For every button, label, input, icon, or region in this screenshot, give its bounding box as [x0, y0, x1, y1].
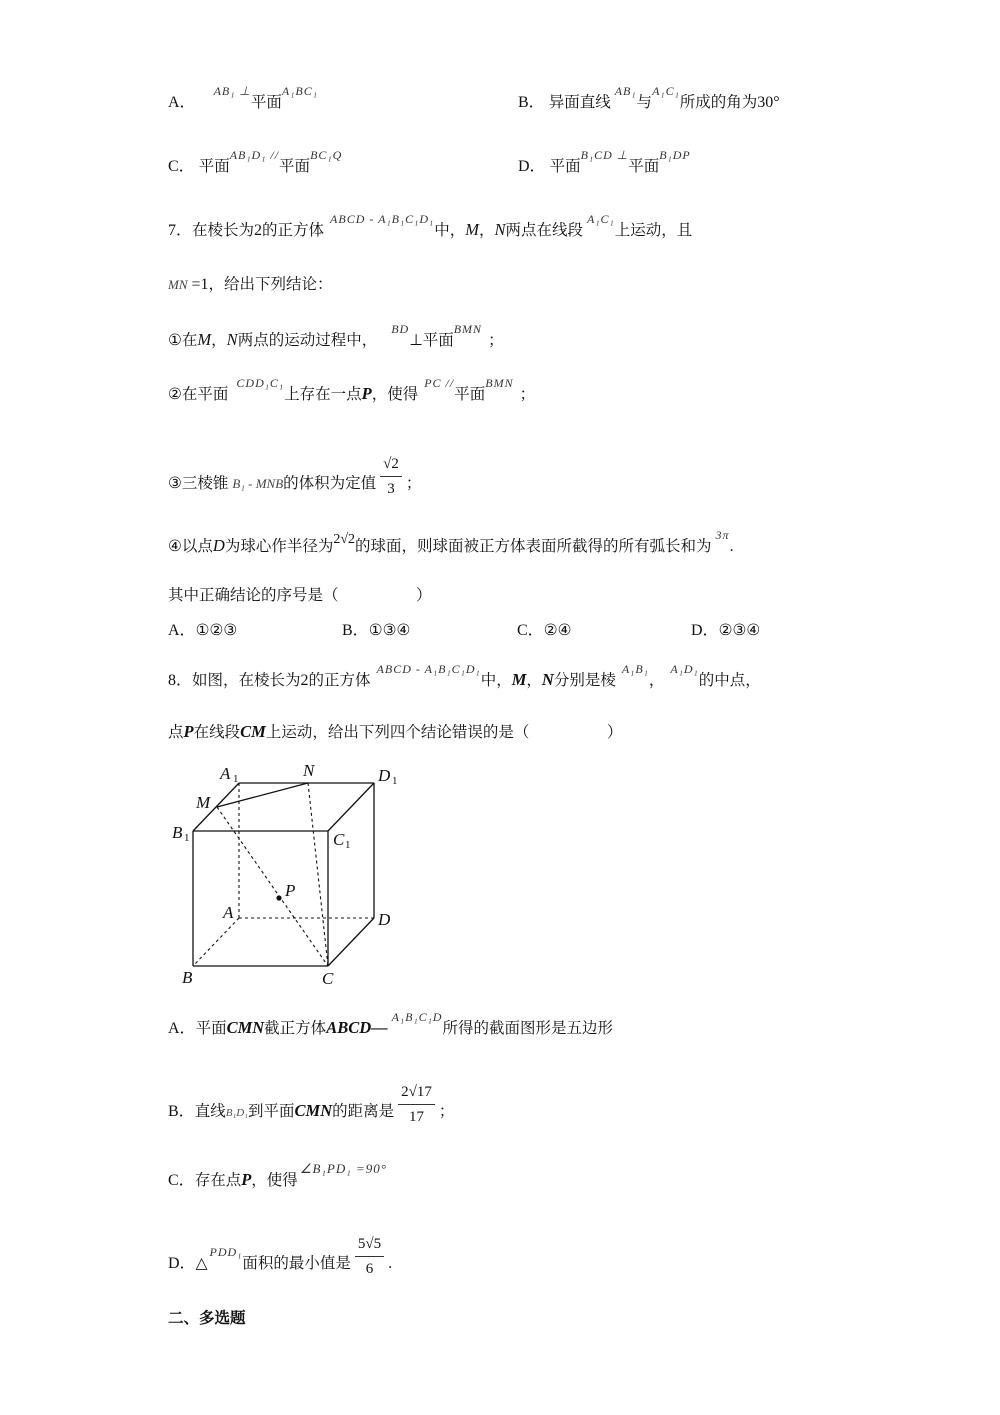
subscript: 1	[184, 832, 190, 844]
statement-text: 的体积为定值	[283, 474, 377, 493]
math-var: P	[361, 384, 372, 403]
statement-text: ③三棱锥	[168, 474, 229, 493]
math-var: N	[541, 670, 554, 689]
label-a: A	[223, 903, 234, 922]
math-expr: A₁B₁	[621, 662, 649, 676]
math-expr: MN	[168, 277, 188, 292]
math-var: N	[226, 330, 238, 349]
label-c1: C	[333, 830, 345, 849]
prompt-text: 其中正确结论的序号是（ ）	[168, 586, 432, 604]
math-expr: ABCD - A₁B₁C₁D₁	[376, 662, 481, 676]
fraction	[398, 1082, 435, 1127]
fraction	[355, 1234, 384, 1279]
label-n: N	[303, 761, 315, 780]
math-expr: CDD₁C₁	[236, 376, 285, 390]
stem-text: ，	[478, 221, 495, 239]
label-d: D	[378, 910, 391, 929]
stem-text: ，	[648, 671, 665, 689]
triangle-icon: △	[195, 1254, 208, 1273]
math-expr: B₁CD ⊥	[580, 148, 629, 162]
question-number: 8．	[168, 672, 193, 689]
math-expr: PDD₁	[209, 1245, 243, 1260]
math-var: M	[465, 220, 479, 239]
option-text: 到平面	[248, 1102, 295, 1121]
label-p: P	[285, 881, 296, 900]
math-var: P	[183, 722, 194, 741]
math-var: N	[494, 220, 506, 239]
math-var: M	[511, 670, 527, 689]
option-label: A．	[168, 622, 196, 639]
stem-text: 如图，在棱长为	[192, 671, 301, 689]
option-text: 平面	[198, 157, 230, 175]
math-expr: BD	[391, 322, 410, 336]
option-label: B．	[342, 622, 369, 639]
edge-d1c1	[328, 783, 374, 831]
label-b: B	[182, 968, 193, 987]
subscript: 1	[392, 775, 398, 787]
option-label: C．	[168, 158, 195, 175]
option-text: 平面	[250, 93, 282, 111]
label-d1: D	[378, 766, 391, 785]
point-p	[276, 895, 281, 900]
math-var: CMN	[226, 1018, 265, 1037]
math-var: D	[212, 536, 225, 555]
option-value: ②③④	[718, 621, 761, 639]
denominator: 6	[365, 1261, 374, 1277]
option-text: 面积的最小值是	[242, 1254, 351, 1273]
statement-text: 为球心作半径为	[224, 537, 334, 555]
stem-text: 的正方体	[262, 221, 325, 239]
subscript: 1	[345, 839, 351, 851]
statement-text: ；	[519, 385, 536, 403]
math-expr: AB₁D₁ //	[229, 148, 280, 162]
figure-labels	[172, 761, 398, 988]
statement-text: ，	[211, 331, 227, 349]
math-expr: ABCD - A₁B₁C₁D₁	[330, 212, 435, 226]
math-var: M	[197, 330, 212, 349]
math-value: =1	[191, 276, 209, 293]
stem-text: 两点在线段	[505, 221, 583, 239]
option-label: A．	[168, 94, 196, 111]
statement-text: ；	[405, 474, 422, 493]
stem-text: 在线段	[193, 723, 241, 741]
math-var: P	[241, 1170, 252, 1189]
stem-text: 上运动，给出下列四个结论错误的是（ ）	[265, 723, 623, 741]
option-text: 与	[636, 93, 653, 111]
option-label: B．	[168, 1103, 195, 1121]
denominator: 3	[387, 481, 395, 497]
section-heading: 二、多选题	[168, 1309, 246, 1327]
stem-text: ，	[526, 671, 542, 689]
statement-text: 平面	[454, 385, 486, 403]
edge-length: 2	[254, 222, 263, 239]
q8-option-c	[168, 1161, 387, 1191]
math-expr: BMN	[453, 322, 483, 336]
stem-text: 中，	[434, 221, 466, 239]
option-text: 平面	[195, 1019, 227, 1037]
option-text: 平面	[549, 157, 581, 175]
stem-text: 的正方体	[308, 671, 371, 689]
option-text: 截正方体	[264, 1019, 327, 1037]
option-text: ；	[438, 1102, 455, 1121]
option-label: D．	[518, 158, 546, 175]
statement-text: ，使得	[371, 385, 419, 403]
math-expr: 2√2	[333, 532, 356, 547]
numerator: 2√17	[398, 1082, 435, 1105]
option-value: ①②③	[195, 621, 238, 639]
edge-cd	[328, 918, 374, 966]
stem-text: 在棱长为	[192, 221, 255, 239]
segment-mn	[217, 783, 308, 807]
denominator: 17	[409, 1109, 424, 1125]
math-expr: A₁B₁C₁D	[391, 1010, 443, 1024]
option-text: 平面	[279, 157, 311, 175]
label-m: M	[196, 793, 211, 812]
math-expr: B₁DP	[659, 148, 691, 162]
option-text: 异面直线	[548, 93, 611, 111]
statement-text: ①在	[168, 331, 198, 349]
numerator: 5√5	[355, 1234, 384, 1257]
math-var: ABCD—	[326, 1018, 388, 1037]
option-text: ，使得	[251, 1171, 298, 1189]
math-var: CM	[240, 722, 266, 741]
option-label: D．	[168, 1255, 196, 1273]
statement-text: 两点的运动过程中，	[237, 331, 378, 349]
option-label: C．	[517, 622, 544, 639]
math-expr: ∠B₁PD₁ =90°	[299, 1161, 387, 1176]
q8-option-d	[168, 1236, 393, 1287]
option-label: D．	[691, 622, 719, 639]
option-text: 平面	[628, 157, 660, 175]
option-value: ②④	[543, 621, 572, 639]
question-number: 7．	[168, 222, 193, 239]
math-expr: 3π	[715, 528, 730, 542]
stem-text: 上运动，且	[614, 221, 693, 239]
statement-text: ④以点	[168, 537, 213, 555]
numerator: √2	[380, 454, 402, 477]
math-expr: AB₁ ⊥	[213, 84, 251, 98]
statement-text: ；	[488, 331, 504, 349]
segment-nc	[308, 783, 328, 966]
math-expr: AB₁	[614, 84, 637, 98]
math-expr: BC₁Q	[310, 148, 343, 162]
statement-text: 的球面，则球面被正方体表面所截得的所有弧长和为	[355, 537, 712, 555]
math-expr: A₁C₁	[587, 212, 615, 226]
stem-text: 的中点，	[698, 671, 761, 689]
stem-text: ，给出下列结论：	[208, 275, 333, 293]
edge-length: 2	[300, 672, 309, 689]
stem-text: 分别是棱	[553, 671, 616, 689]
q8-option-b	[168, 1084, 455, 1135]
option-text: 所得的截面图形是五边形	[442, 1019, 613, 1037]
option-text: 所成的角为	[679, 93, 758, 111]
subscript: 1	[233, 773, 239, 785]
option-label: B．	[518, 94, 545, 111]
label-a1: A	[220, 764, 231, 783]
math-expr: BMN	[485, 376, 514, 390]
label-c: C	[322, 969, 334, 988]
option-value: ①③④	[368, 621, 411, 639]
math-expr: A₁C₁	[652, 84, 680, 98]
statement-text: ②在平面	[168, 385, 229, 403]
edge-ab-hidden	[193, 918, 239, 966]
math-var: CMN	[294, 1101, 333, 1121]
section-title	[168, 1308, 246, 1329]
math-expr: B₁ - MNB	[232, 476, 284, 492]
label-b1: B	[172, 823, 183, 842]
math-expr: B₁D₁	[225, 1107, 249, 1120]
statement-text: 上存在一点	[284, 385, 362, 403]
statement-text: .	[729, 538, 734, 555]
option-text: 存在点	[194, 1171, 242, 1189]
stem-text: 点	[168, 723, 184, 741]
option-text: 的距离是	[332, 1102, 395, 1121]
option-label: A．	[168, 1020, 196, 1037]
statement-text: ⊥平面	[409, 331, 454, 349]
angle-value: 30°	[757, 94, 780, 111]
stem-text: 中，	[480, 671, 512, 689]
option-text: 直线	[194, 1102, 226, 1121]
option-label: C．	[168, 1172, 195, 1189]
option-text: .	[388, 1255, 393, 1273]
q8-option-a	[168, 1010, 613, 1039]
math-expr: A₁D₁	[670, 662, 699, 676]
math-expr: PC //	[424, 376, 455, 390]
math-expr: A₁BC₁	[281, 84, 318, 98]
